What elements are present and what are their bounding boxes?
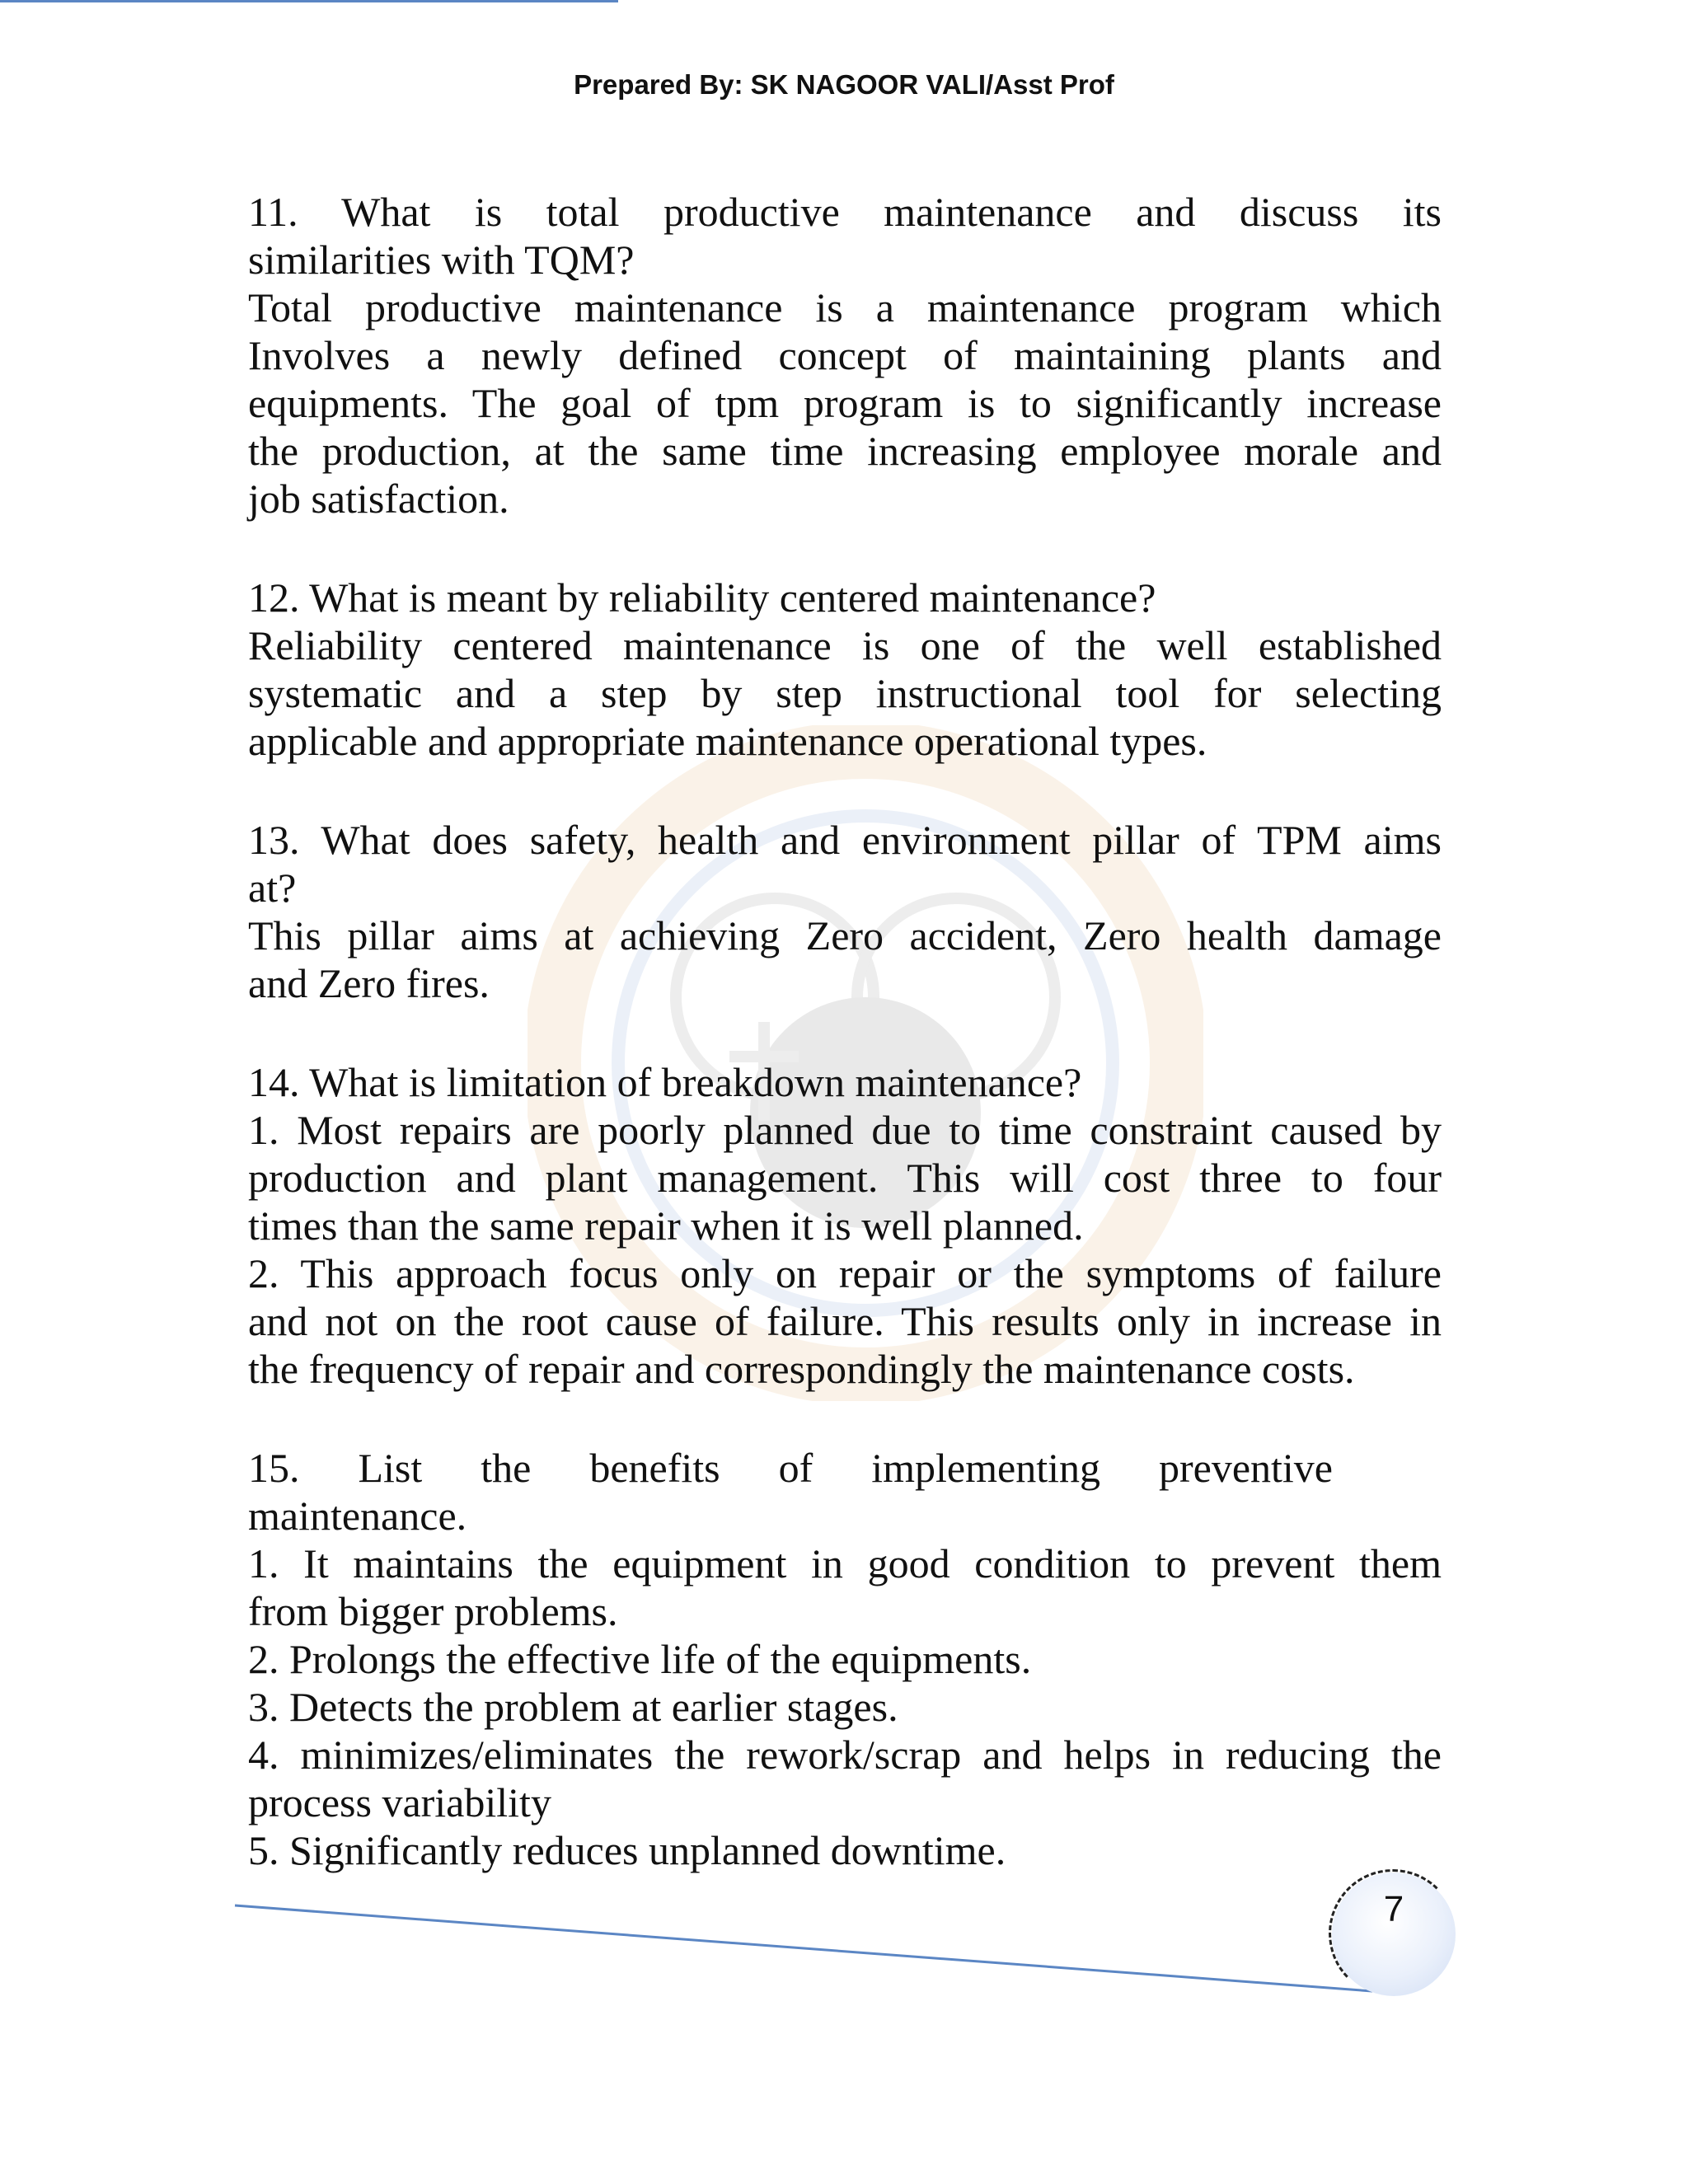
text-line: job satisfaction. [248,476,509,522]
qa-block-15 [248,1444,1442,1874]
page-header: Prepared By: SK NAGOOR VALI/Asst Prof [574,69,1114,100]
text-line: from bigger problems. [248,1588,618,1634]
top-rule [0,0,618,2]
text-line: production and plant management. This will cost three to four [248,1155,1442,1201]
text-line: similarities with TQM? [248,237,635,283]
text-line: equipments. The goal of tpm program is to significantly increase [248,380,1442,426]
text-line: 14. What is limitation of breakdown maintenance? [248,1059,1082,1105]
text-line: and Zero fires. [248,960,490,1006]
text-line: process variability [248,1779,551,1825]
text-line: 15. List the benefits of implementing preventive [248,1445,1333,1491]
text-line: 12. What is meant by reliability centered maintenance? [248,574,1156,621]
text-line: the production, at the same time increasing employee morale and [248,428,1442,474]
text-line: at? [248,865,297,911]
text-line: 2. Prolongs the effective life of the equipments. [248,1636,1032,1682]
text-line: 1. Most repairs are poorly planned due to time constraint caused by [248,1107,1442,1153]
document-body [248,188,1442,1925]
text-line: and not on the root cause of failure. This results only in increase in [248,1298,1442,1344]
text-line: times than the same repair when it is well planned. [248,1202,1084,1249]
text-line: Involves a newly defined concept of maintaining plants and [248,332,1442,378]
text-line: This pillar aims at achieving Zero accident, Zero health damage [248,912,1442,958]
text-line: the frequency of repair and correspondingly the maintenance costs. [248,1346,1355,1392]
text-line: applicable and appropriate maintenance operational types. [248,718,1207,764]
text-line: systematic and a step by step instructional tool for selecting [248,670,1442,716]
text-line: Total productive maintenance is a maintenance program which [248,284,1442,330]
page-number: 7 [1383,1889,1404,1929]
text-line: 1. It maintains the equipment in good condition to prevent them [248,1540,1442,1586]
text-line: 13. What does safety, health and environment pillar of TPM aims [248,817,1442,863]
qa-block-11 [248,188,1442,523]
text-line: 3. Detects the problem at earlier stages. [248,1684,898,1730]
text-line: 2. This approach focus only on repair or the symptoms of failure [248,1250,1442,1296]
text-line: Reliability centered maintenance is one of the well established [248,622,1442,668]
text-line: maintenance. [248,1493,467,1539]
text-line: 5. Significantly reduces unplanned downtime. [248,1827,1006,1873]
text-line: 11. What is total productive maintenance and discuss its [248,189,1442,235]
qa-block-12 [248,574,1442,765]
qa-block-13 [248,816,1442,1007]
text-line: 4. minimizes/eliminates the rework/scrap and helps in reducing the [248,1732,1442,1778]
qa-block-14 [248,1058,1442,1393]
